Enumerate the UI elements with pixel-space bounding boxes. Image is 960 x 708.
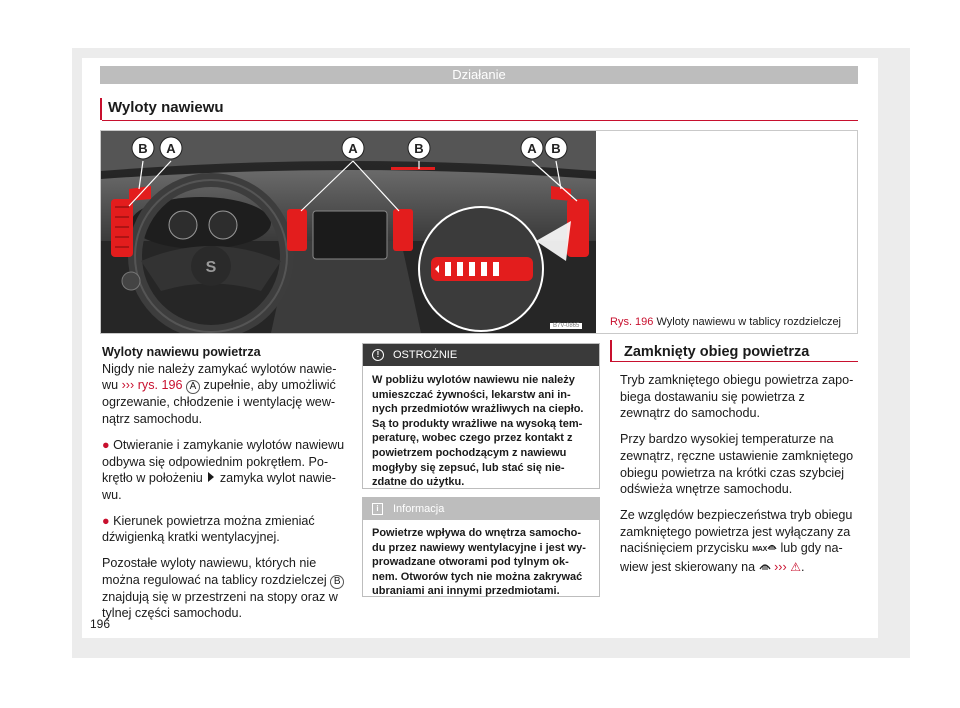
info-header [363,498,599,520]
bullet1-start: Otwieranie i zamykanie wylotów nawiewu odbywa się odpowiednim pokrętłem. Po-krętło w położeniu [102,437,345,486]
dashboard-illustration [101,131,596,333]
column-left [102,344,352,631]
bullet-icon: ● [102,437,110,452]
section-rule [102,120,858,121]
windshield-icon [759,561,771,571]
windshield-defrost-icon [767,542,777,551]
letter-a-badge: A [186,380,200,394]
arrows-link[interactable]: ››› [121,378,135,393]
warning-header [363,344,599,366]
bullet2-text: Kierunek powietrza można zmieniać dźwigienką kratki wentylacyjnej. [102,513,315,545]
page-number: 196 [90,617,111,631]
figure-caption [610,316,841,328]
warning-text: W pobliżu wylotów nawiewu nie należy umieszczać żywności, lekarstw ani in-nych przedmiotów wrażliwych na ciepło. Są to produkty wrażliwe na wysoką tem-peraturę, wobec czego przez kontakt z powietrzem pochodzącym z nawiewu mogłyby się zepsuć, lub stać się nie-zdatne do użytku. [372,374,584,489]
col3-paragraph-3 [620,507,856,576]
warning-icon: ! [372,349,384,361]
column-right [620,372,856,585]
info-title: Informacja [393,503,445,515]
col1-heading: Wyloty nawiewu powietrza [102,345,261,359]
callout-a-left: A [166,141,176,156]
info-text: Powietrze wpływa do wnętrza samocho-du przez nawiewy wentylacyjne i jest wy-prowadzane otworami pod tylnym ok-nem. Otworów tych nie można zakrywać ubraniami ani innymi przedmiotami. [372,527,586,598]
subsection-rule [612,361,858,362]
max-defrost-icon [752,542,777,559]
col3-paragraph-2: Przy bardzo wysokiej temperaturze na zewnątrz, ręczne ustawienie zamkniętego obiegu powietrza na krótki czas szybciej odświeża wnętrze samochodu. [620,432,854,497]
caption-text: Wyloty nawiewu w tablicy rozdzielczej [656,316,842,328]
header-title: Działanie [452,67,506,82]
col1-bullet-1 [102,437,352,504]
figure-ref-link[interactable]: rys. 196 [137,378,183,393]
figure-code: B7V-0865 [550,323,582,329]
caption-ref[interactable]: Rys. 196 [610,316,654,328]
callout-a-center: A [348,141,358,156]
bullet-icon: ● [102,513,110,528]
warning-box [362,343,600,489]
p3-mid: lub gdy na-wiew jest skierowany na [620,541,843,575]
callout-a-right: A [527,141,537,156]
info-box [362,497,600,597]
col3-paragraph-1: Tryb zamkniętego obiegu powietrza zapo-biega dostawaniu się powietrza z zewnątrz do samochodu. [620,373,854,421]
section-accent [100,98,102,120]
p3-start: Ze względów bezpieczeństwa tryb obiegu zamkniętego powietrza jest wyłączany za naciśnięciem przycisku [620,507,853,556]
callout-b-left: B [138,141,148,156]
callout-b-right: B [551,141,561,156]
bullet1-end: zamyka wylot nawie-wu. [102,471,336,502]
col1-paragraph-1 [102,361,352,428]
callout-b-center: B [414,141,424,156]
section-title: Wyloty nawiewu [108,99,224,116]
triangle-right-icon [208,472,214,482]
p2-end: znajdują się w przestrzeni na stopy oraz w tylnej części samochodu. [102,589,338,621]
max-label: MAX [752,546,767,554]
arrows-link[interactable]: ››› [774,560,787,575]
svg-text:S: S [205,259,217,276]
col1-paragraph-2 [102,555,352,622]
info-icon: i [372,503,383,515]
p3-end: . [800,560,805,575]
warning-triangle-icon: ⚠ [790,560,801,575]
letter-b-badge: B [330,575,344,589]
subsection-title: Zamknięty obieg powietrza [624,344,810,360]
p1-end: zupełnie, aby umożliwić ogrzewanie, chłodzenie i wentylację wew-nątrz samochodu. [102,378,336,427]
col1-bullet-2 [102,513,352,546]
warning-title: OSTROŻNIE [393,349,458,361]
p2-start: Pozostałe wyloty nawiewu, których nie można regulować na tablicy rozdzielczej [102,556,327,587]
p1-start: Nigdy nie należy zamykać wylotów nawie-wu [102,361,337,393]
subsection-accent [610,340,612,362]
